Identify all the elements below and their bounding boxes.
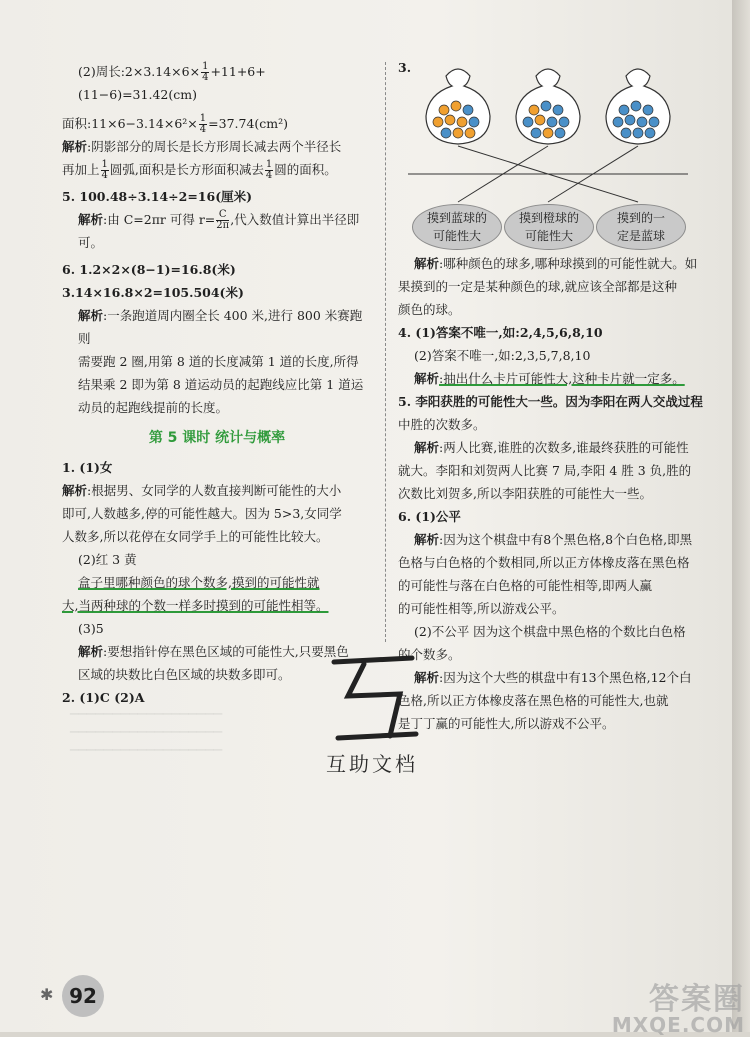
q6-analysis-b: 解析:因为这个大些的棋盘中有13个黑色格,12个白 <box>414 670 692 685</box>
a1: 1. (1)女 <box>62 460 113 475</box>
analysis-1-cont: 再加上 $\frac{1}{4}$ 圆弧,面积是长方形面积减去 $\frac{1}{4}$ 圆的面积。 <box>62 159 337 181</box>
r1-analysis-3: 颜色的球。 <box>398 302 461 317</box>
q6-analysis-3: 结果乘 2 即为第 8 道运动员的起跑线应比第 1 道运 <box>78 377 364 392</box>
star-icon: ✱ <box>40 985 54 1004</box>
q5-answer-2: 中胜的次数多。 <box>398 417 486 432</box>
q6-analysis-4: 动员的起跑线提前的长度。 <box>78 400 229 415</box>
a3: (3)5 <box>78 621 104 636</box>
option-surely-blue: 摸到的一 定是蓝球 <box>596 204 686 250</box>
a4: 2. (1)C (2)A <box>62 690 145 705</box>
q3-label: 3. <box>398 60 412 75</box>
q4-analysis: 解析:抽出什么卡片可能性大,这种卡片就一定多。 <box>414 371 685 386</box>
q6-analysis-b-2: 色格,所以正方体橡皮落在黑色格的可能性大,也就 <box>398 693 669 708</box>
q5-answer: 5. 100.48÷3.14÷2=16(厘米) <box>62 189 253 204</box>
q5-analysis-3: 次数比刘贺多,所以李阳获胜的可能性大一些。 <box>398 486 652 501</box>
watermark-line2: MXQE.COM <box>611 1013 745 1037</box>
right-column <box>398 58 716 735</box>
q4-answer: 4. (1)答案不唯一,如:2,4,5,6,8,10 <box>398 325 603 340</box>
q6-analysis-2: 需要跑 2 圈,用第 8 道的长度减第 1 道的长度,所得 <box>78 354 359 369</box>
a2: (2)红 3 黄 <box>78 552 137 567</box>
bag-icon-2 <box>516 69 580 144</box>
q6-analysis-3: 的可能性与落在白色格的可能性相等,即两人赢 <box>398 578 652 593</box>
a1-analysis: 解析:根据男、女同学的人数直接判断可能性的大小 <box>62 483 342 498</box>
q6-analysis: 解析:因为这个棋盘中有8个黑色格,8个白色格,即黑 <box>414 532 693 547</box>
q6-answer: 6. (1)公平 <box>398 509 461 524</box>
a1-analysis-2: 即可,人数越多,停的可能性越大。因为 5>3,女同学 <box>62 506 342 521</box>
q5-analysis-2: 就大。李阳和刘贺两人比赛 7 局,李阳 4 胜 3 负,胜的 <box>398 463 692 478</box>
a3-analysis: 解析:要想指针停在黑色区域的可能性大,只要黑色 <box>78 644 349 659</box>
q6-analysis-4: 的可能性相等,所以游戏公平。 <box>398 601 565 616</box>
q6-analysis-2: 色格与白色格的个数相同,所以正方体橡皮落在黑色格 <box>398 555 690 570</box>
bag-icon-1 <box>426 69 490 144</box>
section-title: 第 5 课时 统计与概率 <box>148 430 286 446</box>
a3-analysis-2: 区域的块数比白色区域的块数多即可。 <box>78 667 291 682</box>
a1-analysis-3: 人数多,所以花停在女同学手上的可能性比较大。 <box>62 529 329 544</box>
page-edge <box>732 0 750 1032</box>
stamp-text: 互助文档 <box>326 752 418 776</box>
left-column <box>62 60 372 709</box>
watermark-line1: 答案圈 <box>649 982 745 1017</box>
analysis-1: 解析:阴影部分的周长是长方形周长减去两个半径长 <box>62 139 342 154</box>
q5-answer: 5. 李阳获胜的可能性大一些。因为李阳在两人交战过程 <box>398 394 703 409</box>
page-number: 92 <box>62 975 104 1017</box>
area-line: 面积:11×6−3.14×6²× $\frac{1}{4}$ =37.74(cm²) <box>62 113 289 135</box>
column-divider <box>385 62 386 642</box>
option-orange-likely: 摸到橙球的 可能性大 <box>504 204 594 250</box>
q5-analysis: 解析:由 C=2πr 可得 r= $\frac{C}{2\pi}$ ,代入数值计算出半径即可。 <box>78 209 360 250</box>
r1-analysis: 解析:哪种颜色的球多,哪种球摸到的可能性就大。如 <box>414 256 698 271</box>
bag-icon-3 <box>606 69 670 144</box>
watermark <box>610 982 745 1037</box>
q6-analysis: 解析:一条跑道周内圈全长 400 米,进行 800 米赛跑则 <box>78 308 363 346</box>
a2-text: 盒子里哪种颜色的球个数多,摸到的可能性就 <box>78 575 320 590</box>
bags-figure <box>398 54 698 204</box>
q6-answer-2: (2)不公平 因为这个棋盘中黑色格的个数比白色格 <box>414 624 686 639</box>
a2-text-2: 大,当两种球的个数一样多时摸到的可能性相等。 <box>62 598 329 613</box>
r1-analysis-2: 果摸到的一定是某种颜色的球,就应该全部都是这种 <box>398 279 677 294</box>
options-row <box>398 204 698 252</box>
option-blue-likely: 摸到蓝球的 可能性大 <box>412 204 502 250</box>
q6-answer: 6. 1.2×2×(8−1)=16.8(米) 3.14×16.8×2=105.504(米) <box>62 262 244 300</box>
q6-analysis-b-3: 是丁丁赢的可能性大,所以游戏不公平。 <box>398 716 615 731</box>
hu-glyph-icon <box>320 650 430 750</box>
q6-answer-2-cont: 的个数多。 <box>398 647 461 662</box>
bags-illustration <box>398 54 698 204</box>
q5-analysis: 解析:两人比赛,谁胜的次数多,谁最终获胜的可能性 <box>414 440 689 455</box>
perimeter-line: (2)周长:2×3.14×6× $\frac{1}{4}$ +11+6+(11−6)=31.42(cm) <box>78 61 266 102</box>
connector-lines <box>408 146 688 202</box>
q4-answer-2: (2)答案不唯一,如:2,3,5,7,8,10 <box>414 348 591 363</box>
bleed-through: ▁▁▁▁▁▁▁▁▁▁▁▁▁▁▁▁▁▁ ▁▁▁▁▁▁▁▁▁▁▁▁▁▁▁▁▁▁ ▁▁▁▁▁▁▁▁▁▁▁▁▁▁▁▁▁▁ <box>70 702 223 751</box>
